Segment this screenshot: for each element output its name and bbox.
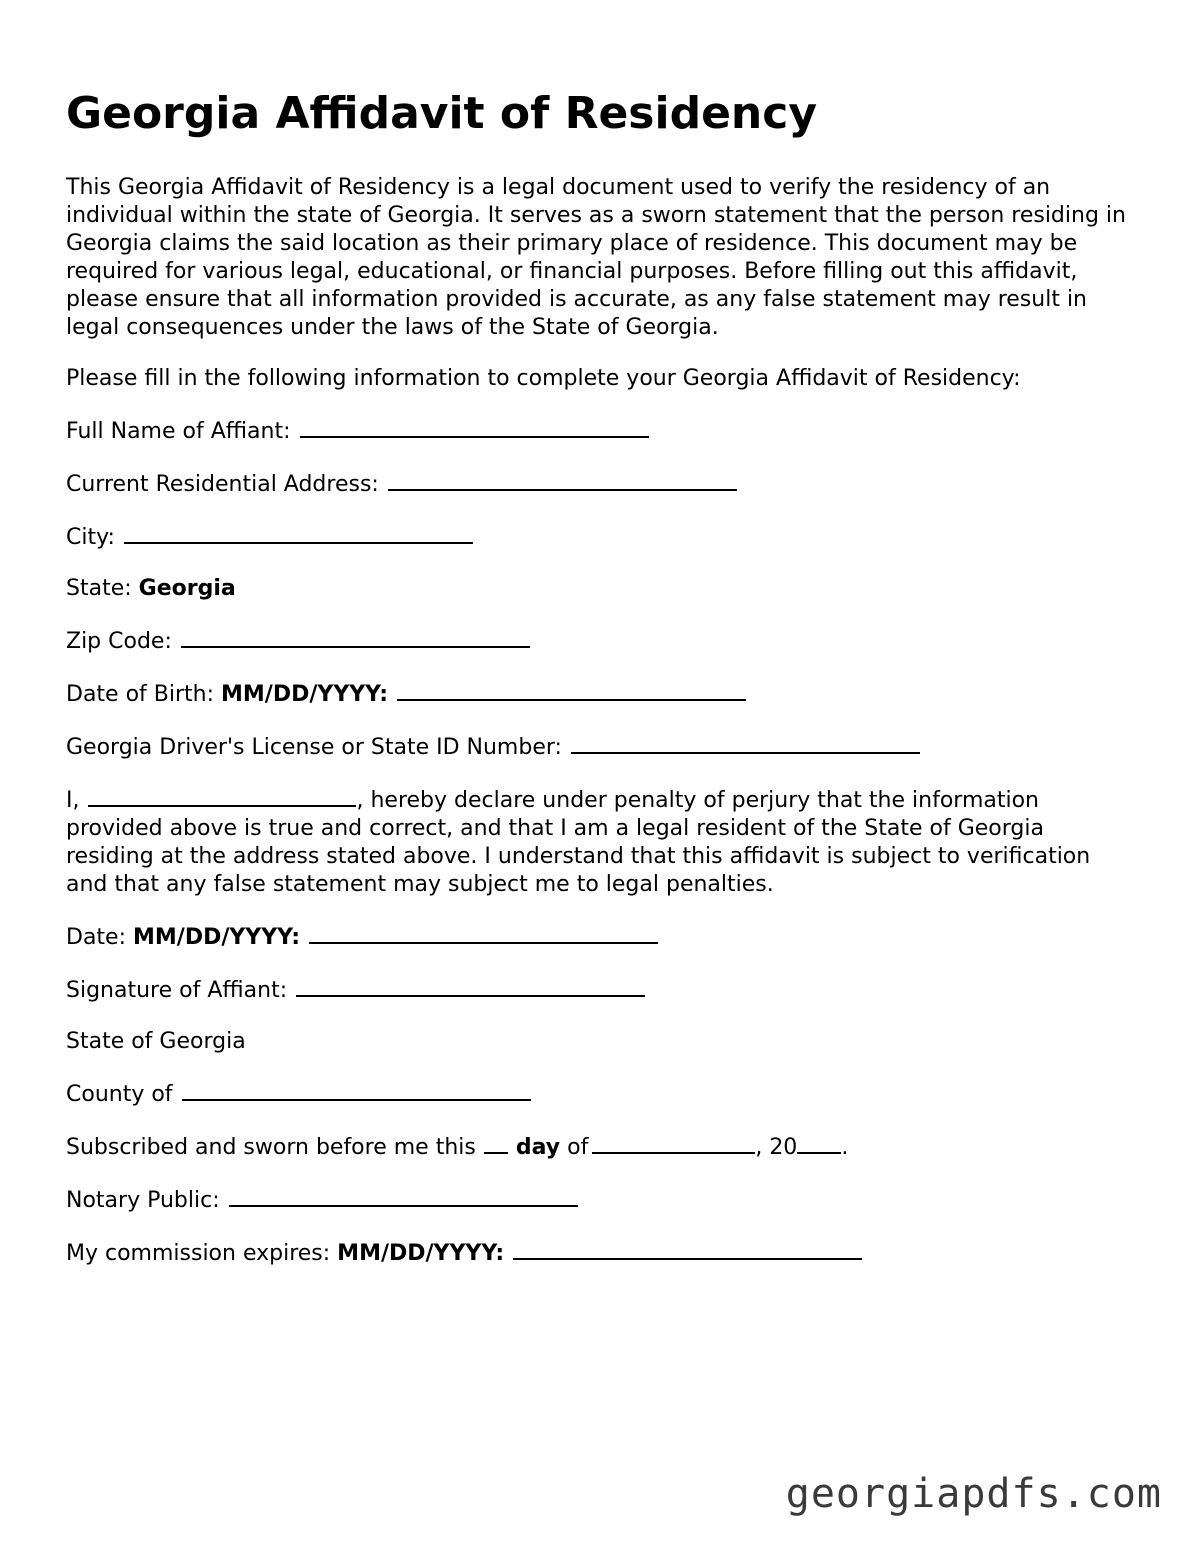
instruction-paragraph: Please fill in the following information to complete your Georgia Affidavit of Residency: (66, 366, 1021, 391)
declaration-text: , hereby declare under penalty of perjury that the information provided above is true and correct, and that I am a legal resident of the State of Georgia residing at the address stated above. I understand that this affidavit is subject to verification and that any false statement may subject me to legal penalties. (66, 788, 1091, 897)
declaration-prefix: I, (66, 788, 80, 813)
full-name-blank[interactable] (300, 416, 649, 438)
sworn-prefix: Subscribed and sworn before me this (66, 1135, 476, 1160)
sworn-year-prefix: , 20 (755, 1135, 798, 1160)
notary-blank[interactable] (229, 1185, 578, 1207)
commission-format: MM/DD/YYYY: (337, 1241, 505, 1266)
commission-label: My commission expires: (66, 1241, 331, 1266)
zip-blank[interactable] (181, 626, 530, 648)
declarant-name-blank[interactable] (88, 785, 356, 807)
zip-field (66, 626, 1136, 656)
address-blank[interactable] (388, 469, 737, 491)
city-label: City: (66, 525, 115, 550)
signature-field (66, 975, 1136, 1005)
notary-label: Notary Public: (66, 1188, 220, 1213)
state-value: Georgia (138, 576, 236, 601)
declaration-paragraph (66, 785, 1136, 899)
city-blank[interactable] (124, 522, 473, 544)
state-of-georgia-line (66, 1028, 1136, 1056)
commission-blank[interactable] (513, 1238, 862, 1260)
license-field (66, 732, 1136, 762)
address-label: Current Residential Address: (66, 472, 379, 497)
watermark-text: georgiapdfs.com (785, 1471, 1162, 1517)
sworn-field (66, 1132, 1136, 1162)
date-format: MM/DD/YYYY: (133, 925, 300, 950)
state-field (66, 575, 1136, 603)
sworn-of-word: of (567, 1135, 589, 1160)
sworn-day-blank[interactable] (484, 1132, 508, 1154)
page-title: Georgia Affidavit of Residency (66, 88, 818, 139)
full-name-field (66, 416, 1136, 446)
license-label: Georgia Driver's License or State ID Number: (66, 735, 562, 760)
date-blank[interactable] (309, 922, 658, 944)
state-label: State: (66, 576, 132, 601)
sworn-day-word: day (515, 1135, 561, 1160)
intro-paragraph: This Georgia Affidavit of Residency is a legal document used to verify the residency of an individual within the state of Georgia. It serves as a sworn statement that the person residing in Georgia claims the said location as their primary place of residence. This document may be required for various legal, educational, or financial purposes. Before filling out this affidavit, please ensure that all information provided is accurate, as any false statement may result in legal consequences under the laws of the State of Georgia. (66, 175, 1126, 340)
dob-format: MM/DD/YYYY: (221, 682, 389, 707)
license-blank[interactable] (571, 732, 920, 754)
sworn-year-blank[interactable] (797, 1132, 841, 1154)
commission-field (66, 1238, 1136, 1268)
state-of-georgia-text: State of Georgia (66, 1029, 246, 1054)
zip-label: Zip Code: (66, 629, 172, 654)
document-page (66, 82, 1136, 1291)
county-blank[interactable] (182, 1079, 531, 1101)
date-field (66, 922, 1136, 952)
dob-field (66, 679, 1136, 709)
sworn-month-blank[interactable] (592, 1132, 755, 1154)
dob-label: Date of Birth: (66, 682, 215, 707)
dob-blank[interactable] (397, 679, 746, 701)
sworn-end: . (841, 1135, 849, 1160)
signature-blank[interactable] (296, 975, 645, 997)
county-label: County of (66, 1082, 173, 1107)
notary-field (66, 1185, 1136, 1215)
county-field (66, 1079, 1136, 1109)
city-field (66, 522, 1136, 552)
full-name-label: Full Name of Affiant: (66, 419, 291, 444)
date-label: Date: (66, 925, 126, 950)
address-field (66, 469, 1136, 499)
signature-label: Signature of Affiant: (66, 978, 288, 1003)
